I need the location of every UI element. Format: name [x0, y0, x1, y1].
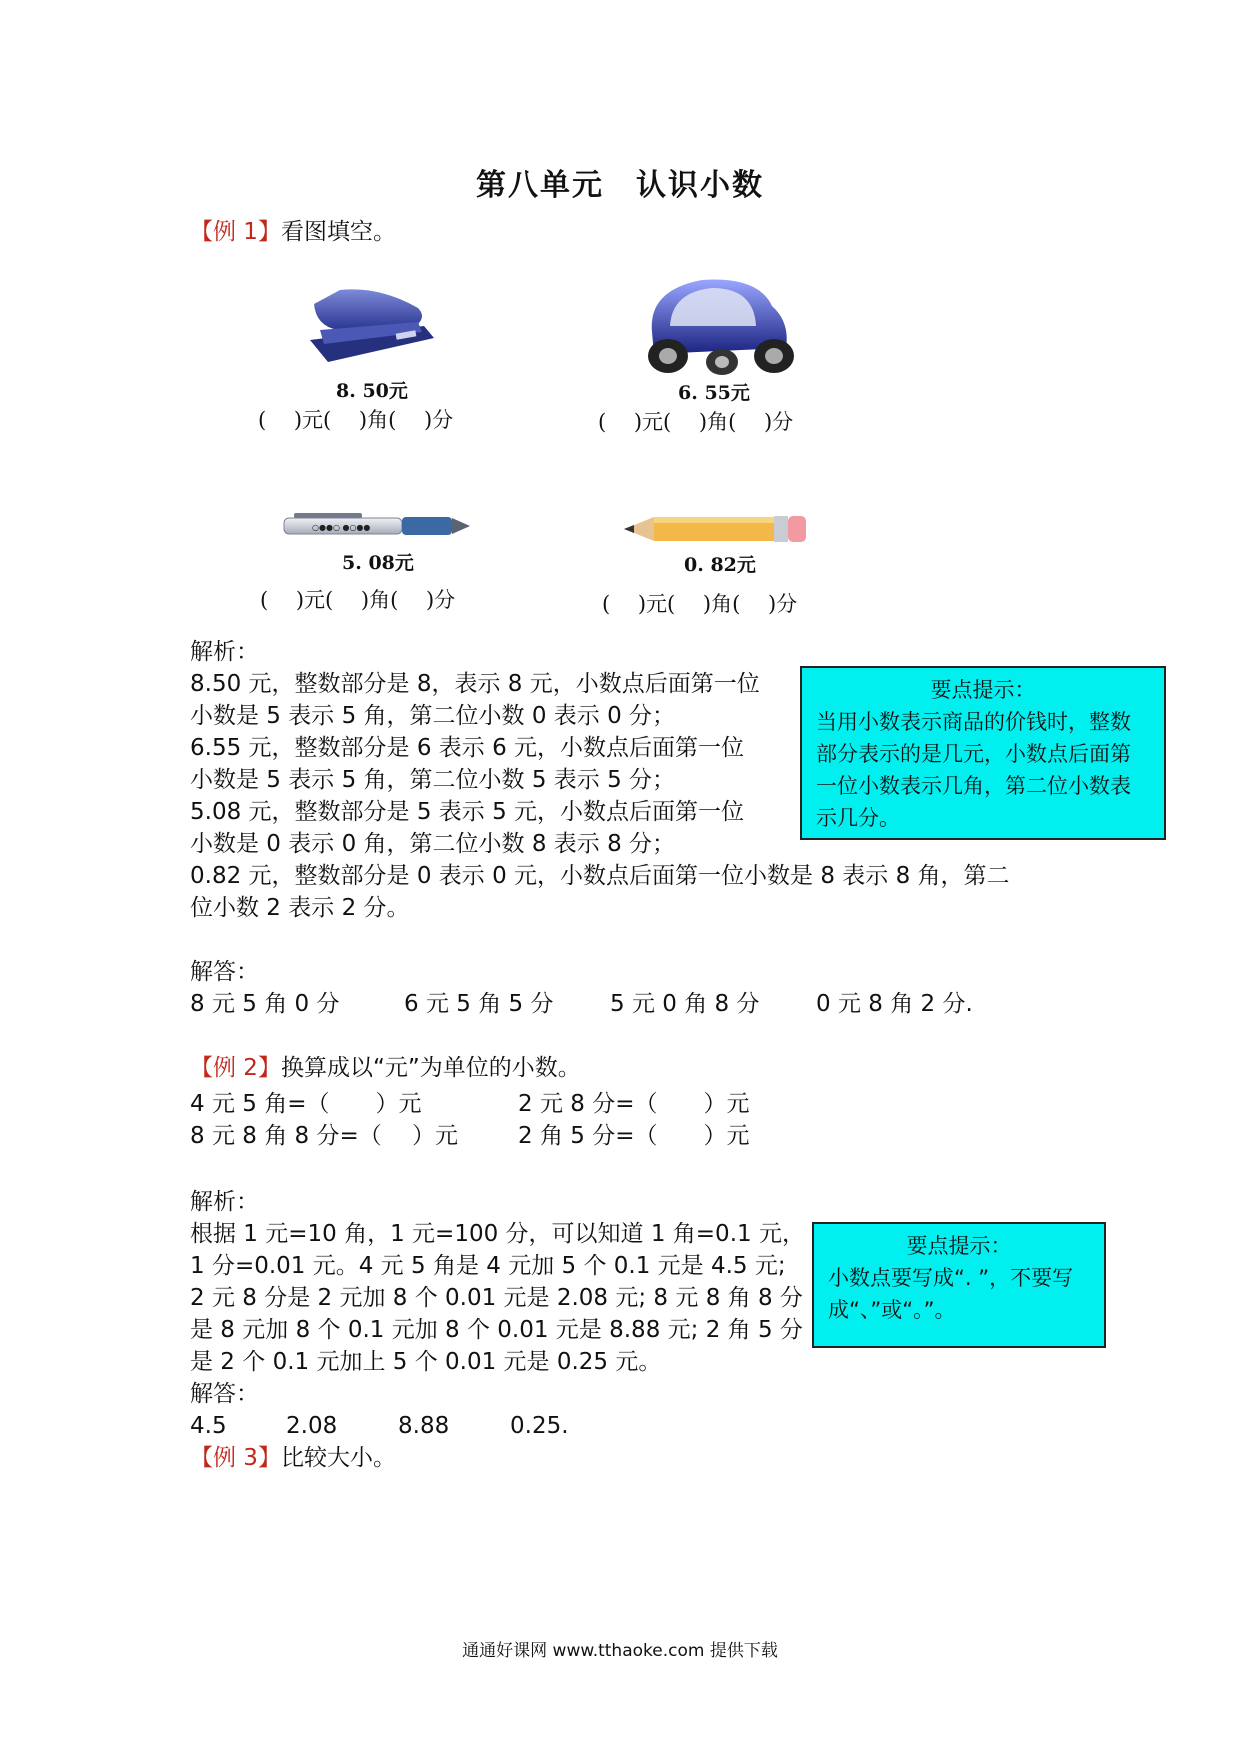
example-1-answer: 8 元 5 角 0 分 [190, 991, 340, 1017]
example-1-analysis-line: 0.82 元，整数部分是 0 表示 0 元，小数点后面第一位小数是 8 表示 8 角，第二 [190, 863, 1010, 889]
example-1-analysis-line: 小数是 0 表示 0 角，第二位小数 8 表示 8 分； [190, 831, 676, 857]
example-2-question: 2 角 5 分=（ ）元 [518, 1123, 750, 1149]
example-2-tip-title: 要点提示： [906, 1234, 1012, 1258]
example-1-tag: 【例 1】 [190, 219, 281, 245]
pencil-blank: ( )元( )角( )分 [602, 592, 798, 616]
footer-text: 通通好课网 www.tthaoke.com 提供下载 [462, 1641, 778, 1661]
example-2-tag: 【例 2】 [190, 1055, 281, 1081]
example-2-question: 8 元 8 角 8 分=（ ）元 [190, 1123, 459, 1149]
example-2-answer: 8.88 [398, 1413, 450, 1439]
stapler-blank: ( )元( )角( )分 [258, 408, 454, 432]
example-1-analysis-line: 6.55 元，整数部分是 6 表示 6 元，小数点后面第一位 [190, 735, 745, 761]
example-2-question: 4 元 5 角=（ ）元 [190, 1091, 422, 1117]
example-2-tip-line: 成“、”或“。”。 [828, 1298, 956, 1322]
example-2-analysis-line: 1 分=0.01 元。4 元 5 角是 4 元加 5 个 0.1 元是 4.5 元; [190, 1253, 786, 1279]
example-1-answer: 0 元 8 角 2 分. [816, 991, 973, 1017]
example-2-answer-label: 解答： [190, 1381, 259, 1407]
example-3-heading [190, 1442, 396, 1474]
example-1-analysis-line: 位小数 2 表示 2 分。 [190, 895, 410, 921]
example-1-analysis-line: 小数是 5 表示 5 角，第二位小数 0 表示 0 分； [190, 703, 676, 729]
example-1-heading [190, 216, 396, 248]
example-2-tip-box [812, 1222, 1106, 1348]
car-price: 6. 55元 [678, 382, 750, 404]
example-2-tip-line: 小数点要写成“. ”，不要写 [828, 1266, 1074, 1290]
pen-blank: ( )元( )角( )分 [260, 588, 456, 612]
car-blank: ( )元( )角( )分 [598, 410, 794, 434]
example-2-analysis-line: 根据 1 元=10 角，1 元=100 分，可以知道 1 角=0.1 元， [190, 1221, 805, 1247]
example-1-answer-label: 解答： [190, 959, 259, 985]
example-3-tag: 【例 3】 [190, 1445, 281, 1471]
example-2-heading [190, 1052, 581, 1084]
pencil-image [622, 514, 808, 544]
example-2-question: 2 元 8 分=（ ）元 [518, 1091, 750, 1117]
example-1-tip-title: 要点提示： [930, 678, 1036, 702]
example-1-tip-box [800, 666, 1166, 840]
example-2-answer: 4.5 [190, 1413, 227, 1439]
example-1-prompt: 看图填空。 [280, 219, 396, 245]
example-2-prompt: 换算成以“元”为单位的小数。 [280, 1055, 581, 1081]
example-1-tip-line: 当用小数表示商品的价钱时，整数 [816, 710, 1131, 734]
pencil-price: 0. 82元 [684, 554, 756, 576]
example-3-prompt: 比较大小。 [280, 1445, 396, 1471]
example-2-analysis-line: 是 8 元加 8 个 0.1 元加 8 个 0.01 元是 8.88 元; 2 角 5 分 [190, 1317, 803, 1343]
example-1-analysis-line: 5.08 元，整数部分是 5 表示 5 元，小数点后面第一位 [190, 799, 745, 825]
example-1-tip-line: 部分表示的是几元，小数点后面第 [816, 742, 1131, 766]
example-1-answer: 5 元 0 角 8 分 [610, 991, 760, 1017]
example-1-analysis-line: 8.50 元，整数部分是 8，表示 8 元，小数点后面第一位 [190, 671, 760, 697]
example-2-analysis-label: 解析： [190, 1189, 259, 1215]
example-2-answer: 2.08 [286, 1413, 338, 1439]
example-2-analysis-line: 2 元 8 分是 2 元加 8 个 0.01 元是 2.08 元; 8 元 8 角 8 分 [190, 1285, 803, 1311]
example-1-tip-line: 一位小数表示几角，第二位小数表 [816, 774, 1131, 798]
example-1-analysis-label: 解析： [190, 639, 259, 665]
example-2-analysis-line: 是 2 个 0.1 元加上 5 个 0.01 元是 0.25 元。 [190, 1349, 662, 1375]
example-1-analysis-line: 小数是 5 表示 5 角，第二位小数 5 表示 5 分； [190, 767, 676, 793]
stapler-image [300, 282, 440, 374]
svg-text:○●●○ ●○●●: ○●●○ ●○●● [312, 523, 371, 532]
example-1-tip-line: 示几分。 [816, 806, 900, 830]
pen-image [282, 510, 474, 540]
example-2-answer: 0.25. [510, 1413, 569, 1439]
stapler-price: 8. 50元 [336, 380, 408, 402]
example-1-answer: 6 元 5 角 5 分 [404, 991, 554, 1017]
pen-price: 5. 08元 [342, 552, 414, 574]
page-title: 第八单元 认识小数 [476, 168, 764, 203]
car-image [632, 270, 804, 378]
